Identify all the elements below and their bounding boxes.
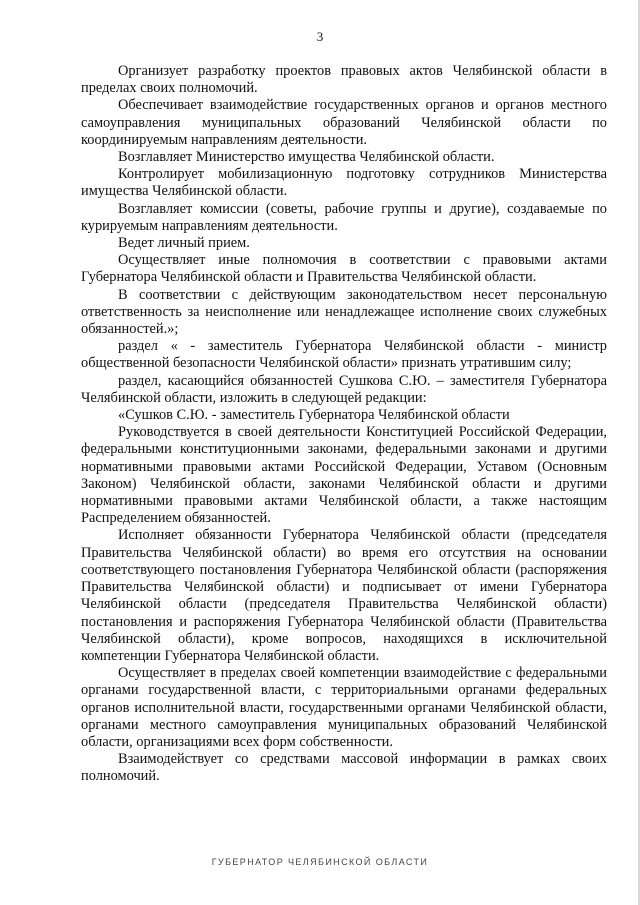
paragraph: раздел « - заместитель Губернатора Челябинской области - министр общественной безопасности Челябинской области» признать утратившим силу; xyxy=(81,338,607,372)
document-body xyxy=(81,63,607,786)
paragraph: Исполняет обязанности Губернатора Челябинской области (председателя Правительства Челябинской области) во время его отсутствия на основании соответствующего постановления Губернатора Челябинской области (распоряжения Правительства Челябинской области) и подписывает от имени Губернатора Челябинской области (председателя Правительства Челябинской области) постановления и распоряжения Губернатора Челябинской области (Правительства Челябинской области), кроме вопросов, находящихся в исключительной компетенции Губернатора Челябинской области. xyxy=(81,527,607,664)
paragraph: раздел, касающийся обязанностей Сушкова С.Ю. – заместителя Губернатора Челябинской области, изложить в следующей редакции: xyxy=(81,372,607,406)
section-heading: «Сушков С.Ю. - заместитель Губернатора Челябинской области xyxy=(118,407,510,424)
paragraph: Ведет личный прием. xyxy=(118,235,250,252)
paragraph: Взаимодействует со средствами массовой информации в рамках своих полномочий. xyxy=(81,751,607,785)
paragraph: Возглавляет Министерство имущества Челябинской области. xyxy=(118,149,495,166)
paragraph: Организует разработку проектов правовых актов Челябинской области в пределах своих полномочий. xyxy=(81,63,607,97)
paragraph: Контролирует мобилизационную подготовку сотрудников Министерства имущества Челябинской области. xyxy=(81,166,607,200)
page-number: 3 xyxy=(316,29,324,44)
paragraph: Осуществляет иные полномочия в соответствии с правовыми актами Губернатора Челябинской области и Правительства Челябинской области. xyxy=(81,252,607,286)
paragraph: В соответствии с действующим законодательством несет персональную ответственность за неисполнение или ненадлежащее исполнение своих служебных обязанностей.»; xyxy=(81,286,607,338)
paragraph: Возглавляет комиссии (советы, рабочие группы и другие), создаваемые по курируемым направлениям деятельности. xyxy=(81,200,607,234)
paragraph: Руководствуется в своей деятельности Конституцией Российской Федерации, федеральными конституционными законами, федеральными законами и другими нормативными правовыми актами Российской Федерации, Уставом (Основным Законом) Челябинской области, законами Челябинской области и другими нормативными правовыми актами Челябинской области, а также настоящим Распределением обязанностей. xyxy=(81,424,607,527)
letterhead-footer: ГУБЕРНАТОР ЧЕЛЯБИНСКОЙ ОБЛАСТИ xyxy=(211,857,429,867)
paragraph: Обеспечивает взаимодействие государственных органов и органов местного самоуправления муниципальных образований Челябинской области по координируемым направлениям деятельности. xyxy=(81,97,607,148)
paragraph: Осуществляет в пределах своей компетенции взаимодействие с федеральными органами государственной власти, с территориальными органами федеральных органов исполнительной власти, государственными органами Челябинской области, органами местного самоуправления муниципальных образований Челябинской области, организациями всех форм собственности. xyxy=(81,665,607,750)
